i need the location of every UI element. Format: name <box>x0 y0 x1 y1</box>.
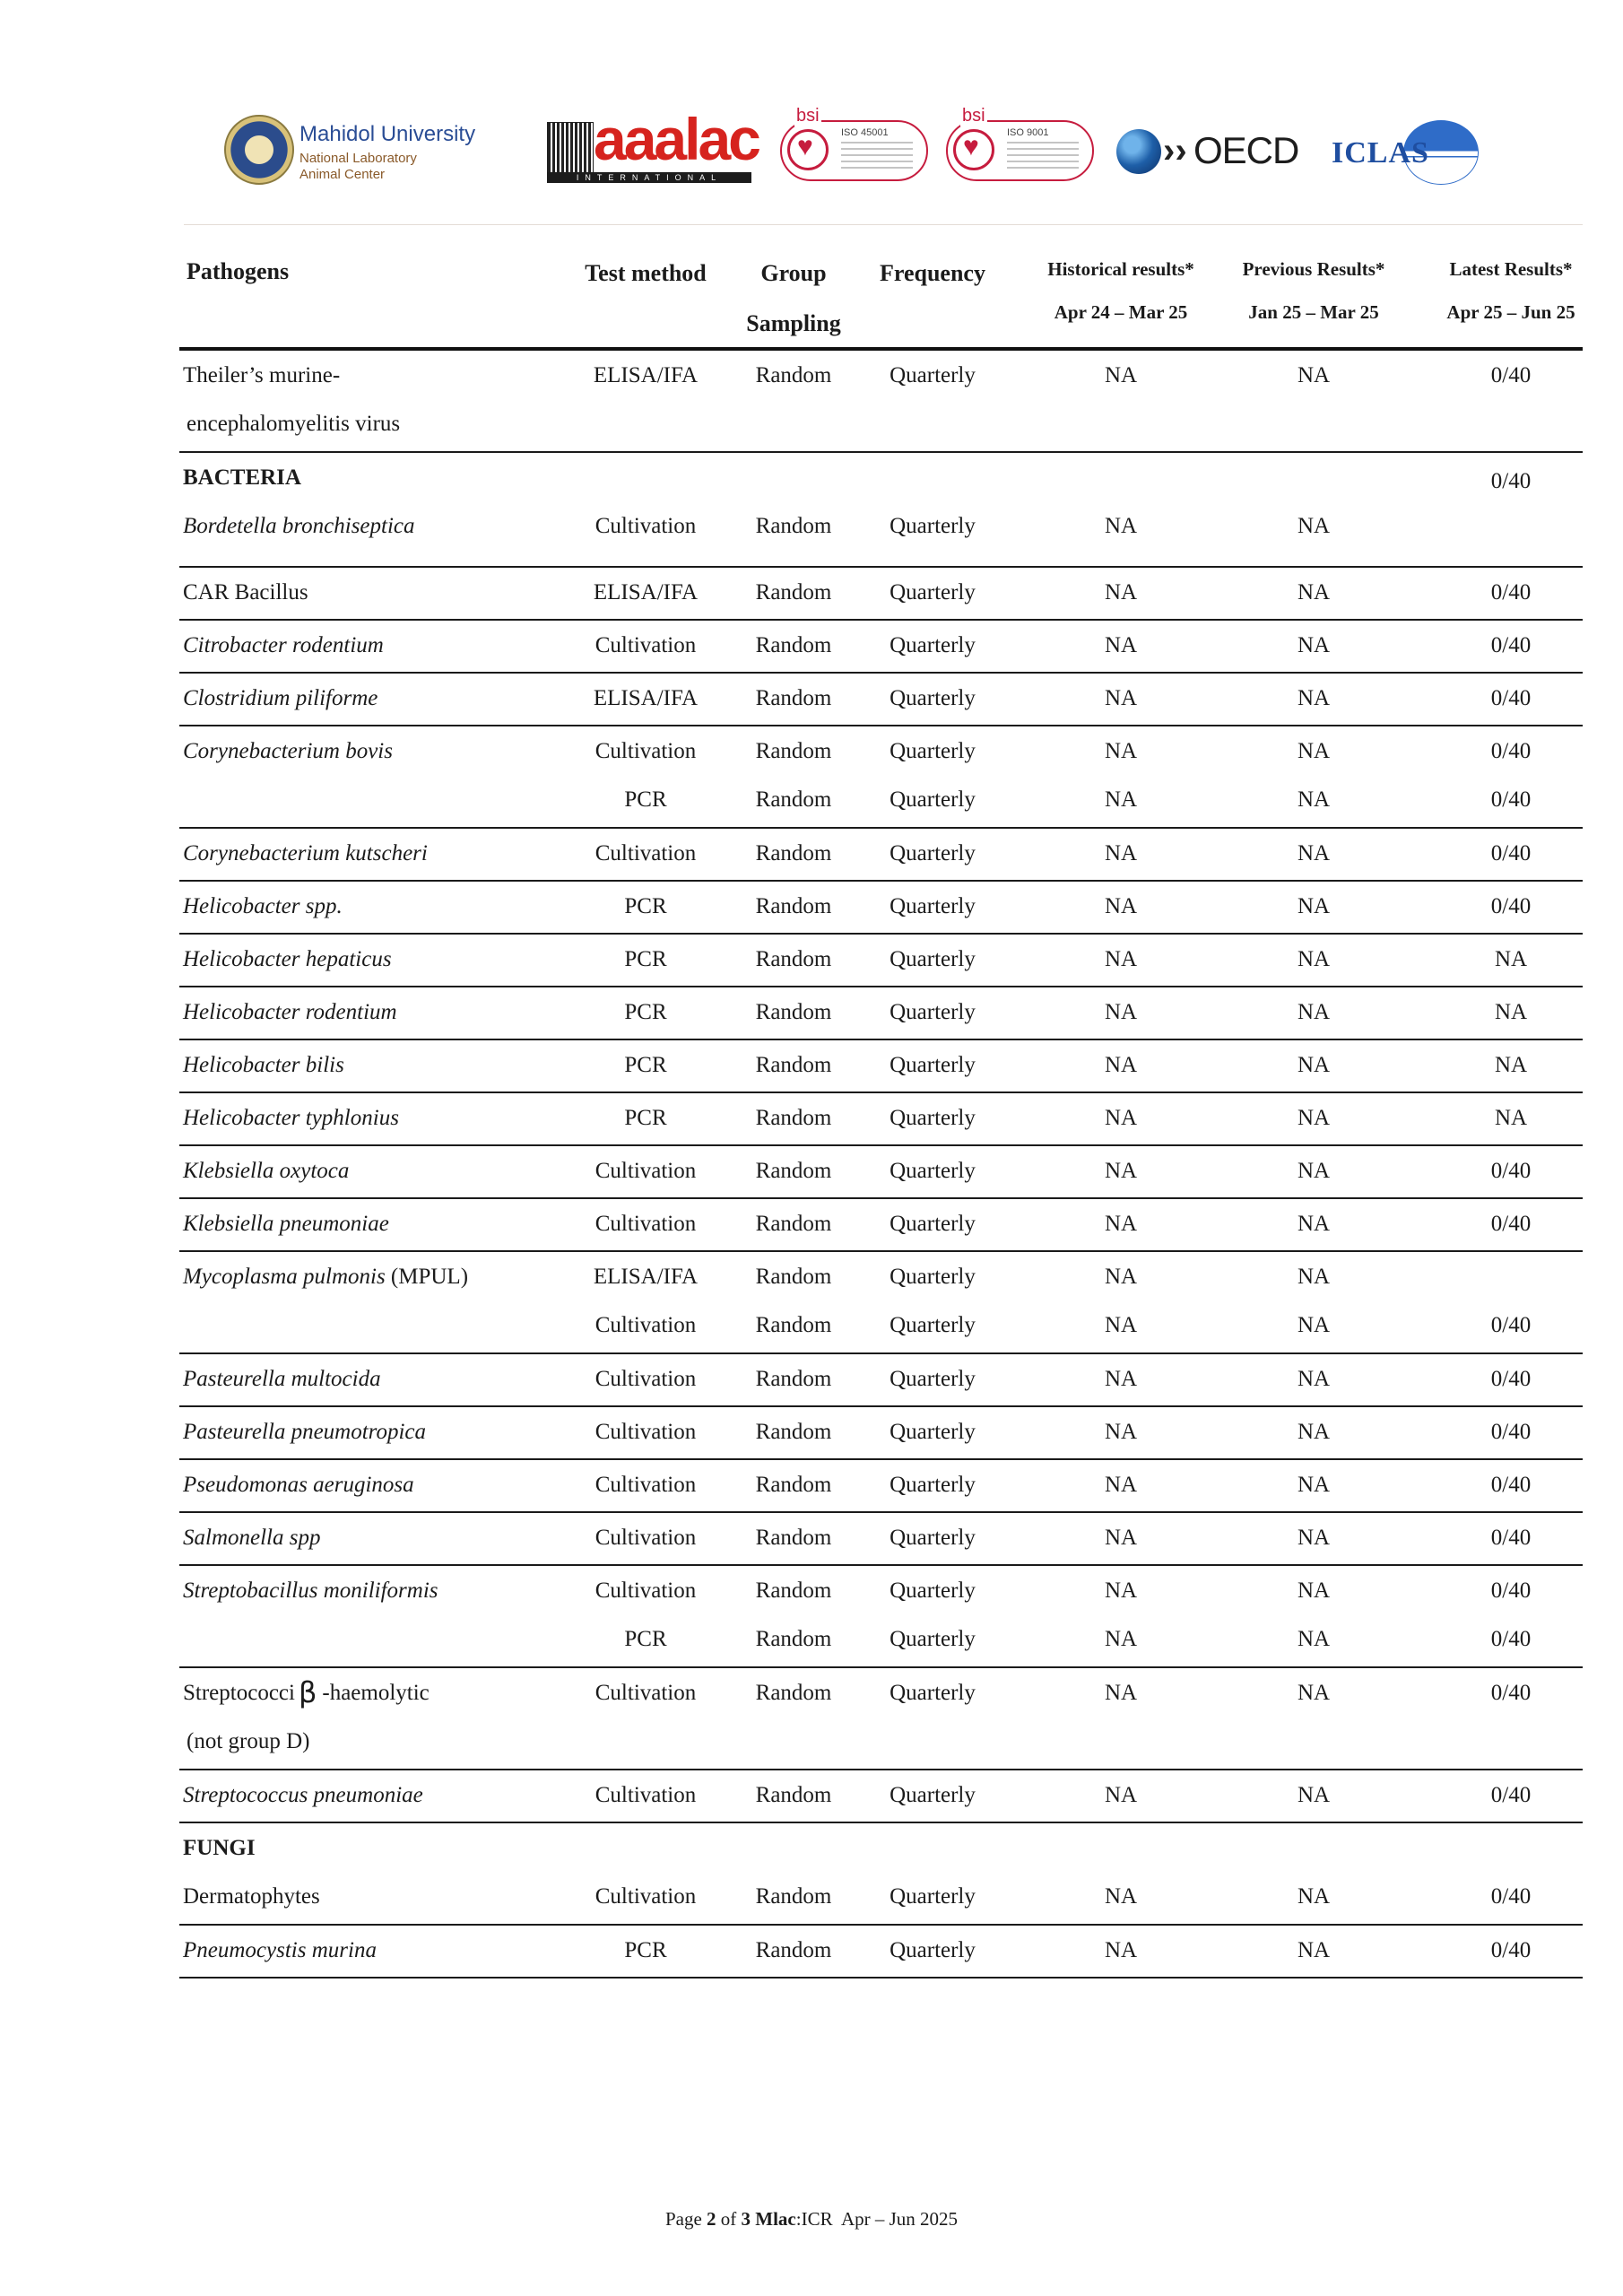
historical-result: NA <box>1104 1053 1138 1077</box>
bsi-heart-icon <box>787 129 829 170</box>
test-method: Cultivation <box>595 633 697 657</box>
mahidol-seal-icon <box>224 115 294 185</box>
pathogen-name-line-2: encephalomyelitis virus <box>187 412 401 436</box>
frequency: Quarterly <box>890 894 976 918</box>
pathogen-name: Klebsiella pneumoniae <box>183 1212 389 1236</box>
mahidol-logo <box>224 113 520 194</box>
previous-result: NA <box>1297 894 1331 918</box>
frequency: Quarterly <box>890 1526 976 1550</box>
previous-result: NA <box>1297 1473 1331 1497</box>
table-row <box>179 1926 1583 1979</box>
latest-result: NA <box>1494 1106 1528 1130</box>
header-group: Group <box>760 260 827 286</box>
previous-result: NA <box>1297 1313 1331 1337</box>
bsi-tag: bsi <box>796 106 820 126</box>
frequency: Quarterly <box>890 1938 976 1962</box>
test-method: Cultivation <box>595 1367 697 1391</box>
test-method: PCR <box>624 947 667 971</box>
section-fungi: FUNGI <box>183 1836 256 1860</box>
previous-result: NA <box>1297 1681 1331 1705</box>
pathogen-name: CAR Bacillus <box>183 580 308 604</box>
table-row <box>179 882 1583 935</box>
header-latest-period: Apr 25 – Jun 25 <box>1446 301 1575 323</box>
footer-page-total: 3 <box>741 2208 751 2230</box>
historical-result: NA <box>1104 1473 1138 1497</box>
historical-result: NA <box>1104 1526 1138 1550</box>
footer-page-word: Page <box>664 2208 702 2230</box>
table-row <box>179 829 1583 882</box>
frequency: Quarterly <box>890 1159 976 1183</box>
latest-result: 0/40 <box>1490 363 1532 387</box>
table-row <box>179 935 1583 987</box>
latest-result: 0/40 <box>1490 469 1532 493</box>
group-sampling: Random <box>755 1159 832 1183</box>
pathogen-name: Streptococcus pneumoniae <box>183 1783 423 1807</box>
mahidol-subtitle-1: National Laboratory <box>299 151 417 166</box>
table-row <box>179 1093 1583 1146</box>
frequency: Quarterly <box>890 1884 976 1909</box>
previous-result: NA <box>1297 1159 1331 1183</box>
group-sampling: Random <box>755 1627 832 1651</box>
previous-result: NA <box>1297 1212 1331 1236</box>
section-bacteria: BACTERIA <box>183 465 301 490</box>
historical-result: NA <box>1104 1265 1138 1289</box>
pathogen-name: Klebsiella oxytoca <box>183 1159 350 1183</box>
test-method: PCR <box>624 1106 667 1130</box>
header-frequency: Frequency <box>880 260 985 286</box>
bsi-text-lines <box>841 142 913 172</box>
previous-result: NA <box>1297 633 1331 657</box>
historical-result: NA <box>1104 1159 1138 1183</box>
table-row <box>179 1823 1583 1926</box>
header-test-method: Test method <box>585 260 707 286</box>
chevrons-icon: ›› <box>1163 131 1187 170</box>
mahidol-name: Mahidol University <box>299 122 476 146</box>
latest-result: 0/40 <box>1490 894 1532 918</box>
frequency: Quarterly <box>890 787 976 812</box>
table-row <box>179 568 1583 621</box>
historical-result: NA <box>1104 739 1138 763</box>
historical-result: NA <box>1104 580 1138 604</box>
bsi-tag: bsi <box>962 106 985 126</box>
table-row <box>179 1354 1583 1407</box>
table-header <box>179 242 1583 351</box>
frequency: Quarterly <box>890 686 976 710</box>
pathogen-name: Theiler’s murine- <box>183 363 341 387</box>
frequency: Quarterly <box>890 1313 976 1337</box>
group-sampling: Random <box>755 1367 832 1391</box>
historical-result: NA <box>1104 633 1138 657</box>
table-row <box>179 987 1583 1040</box>
frequency: Quarterly <box>890 841 976 865</box>
previous-result: NA <box>1297 1106 1331 1130</box>
pathogen-name: Bordetella bronchiseptica <box>183 514 415 538</box>
bsi-standard: ISO 9001 <box>1007 127 1049 138</box>
latest-result: 0/40 <box>1490 1938 1532 1962</box>
globe-icon <box>1116 129 1161 174</box>
pathogen-name-line-2: (not group D) <box>187 1729 310 1753</box>
bsi-text-lines <box>1007 142 1079 172</box>
header-historical: Historical results* <box>1047 258 1194 280</box>
group-sampling: Random <box>755 1053 832 1077</box>
historical-result: NA <box>1104 363 1138 387</box>
historical-result: NA <box>1104 947 1138 971</box>
previous-result: NA <box>1297 1420 1331 1444</box>
latest-result: 0/40 <box>1490 1420 1532 1444</box>
previous-result: NA <box>1297 1578 1331 1603</box>
header-previous: Previous Results* <box>1242 258 1385 280</box>
footer-of-word: of <box>720 2208 737 2230</box>
mahidol-subtitle-2: Animal Center <box>299 167 386 182</box>
group-sampling: Random <box>755 894 832 918</box>
table-row <box>179 1040 1583 1093</box>
historical-result: NA <box>1104 841 1138 865</box>
aaalac-word: aaalac <box>594 106 759 172</box>
historical-result: NA <box>1104 1212 1138 1236</box>
test-method: ELISA/IFA <box>593 686 699 710</box>
previous-result: NA <box>1297 1000 1331 1024</box>
latest-result: 0/40 <box>1490 1473 1532 1497</box>
table-row <box>179 1460 1583 1513</box>
page-footer <box>0 2208 1623 2231</box>
group-sampling: Random <box>755 1420 832 1444</box>
historical-result: NA <box>1104 514 1138 538</box>
pathogen-results-table <box>179 242 1583 1979</box>
frequency: Quarterly <box>890 1473 976 1497</box>
previous-result: NA <box>1297 1526 1331 1550</box>
pathogen-name: Helicobacter bilis <box>183 1053 344 1077</box>
test-method: Cultivation <box>595 1159 697 1183</box>
pathogen-name: Salmonella spp <box>183 1526 321 1550</box>
header-historical-period: Apr 24 – Mar 25 <box>1054 301 1188 323</box>
table-row <box>179 1407 1583 1460</box>
group-sampling: Random <box>755 363 832 387</box>
oecd-word: OECD <box>1193 129 1299 171</box>
pathogen-name: Dermatophytes <box>183 1884 320 1909</box>
table-row <box>179 621 1583 674</box>
table-row <box>179 1199 1583 1252</box>
previous-result: NA <box>1297 1627 1331 1651</box>
test-method: Cultivation <box>595 1578 697 1603</box>
latest-result: NA <box>1494 947 1528 971</box>
group-sampling: Random <box>755 1313 832 1337</box>
table-row <box>179 453 1583 568</box>
pathogen-name-italic: Mycoplasma pulmonis <box>183 1265 386 1289</box>
historical-result: NA <box>1104 1313 1138 1337</box>
pathogen-name: Clostridium piliforme <box>183 686 378 710</box>
historical-result: NA <box>1104 1783 1138 1807</box>
frequency: Quarterly <box>890 514 976 538</box>
table-row <box>179 1566 1583 1668</box>
pathogen-name: Helicobacter hepaticus <box>183 947 392 971</box>
pathogen-name: Helicobacter spp. <box>183 894 343 918</box>
previous-result: NA <box>1297 739 1331 763</box>
frequency: Quarterly <box>890 947 976 971</box>
aaalac-logo <box>547 106 759 183</box>
pathogen-name-post: -haemolytic <box>322 1681 430 1705</box>
test-method: PCR <box>624 894 667 918</box>
frequency: Quarterly <box>890 363 976 387</box>
test-method: ELISA/IFA <box>593 363 699 387</box>
frequency: Quarterly <box>890 633 976 657</box>
latest-result: 0/40 <box>1490 1627 1532 1651</box>
oecd-logo <box>1116 126 1323 179</box>
group-sampling: Random <box>755 1681 832 1705</box>
latest-result: NA <box>1494 1053 1528 1077</box>
group-sampling: Random <box>755 1106 832 1130</box>
previous-result: NA <box>1297 1783 1331 1807</box>
latest-result: 0/40 <box>1490 1212 1532 1236</box>
header-previous-period: Jan 25 – Mar 25 <box>1248 301 1379 323</box>
test-method: PCR <box>624 1053 667 1077</box>
historical-result: NA <box>1104 1578 1138 1603</box>
table-row <box>179 1252 1583 1354</box>
latest-result: 0/40 <box>1490 1526 1532 1550</box>
test-method: Cultivation <box>595 739 697 763</box>
frequency: Quarterly <box>890 1212 976 1236</box>
footer-page-number: 2 <box>707 2208 716 2230</box>
previous-result: NA <box>1297 1884 1331 1909</box>
bsi-heart-icon <box>953 129 994 170</box>
pathogen-name <box>183 1265 468 1290</box>
table-row <box>179 1770 1583 1823</box>
latest-result: 0/40 <box>1490 633 1532 657</box>
bsi-iso9001-logo <box>946 106 1094 181</box>
latest-result: 0/40 <box>1490 580 1532 604</box>
test-method: Cultivation <box>595 1473 697 1497</box>
test-method: Cultivation <box>595 514 697 538</box>
iclas-logo <box>1332 120 1484 187</box>
latest-result: NA <box>1494 1000 1528 1024</box>
frequency: Quarterly <box>890 1420 976 1444</box>
test-method: Cultivation <box>595 841 697 865</box>
table-row <box>179 726 1583 829</box>
group-sampling: Random <box>755 739 832 763</box>
group-sampling: Random <box>755 1578 832 1603</box>
pathogen-name: Helicobacter rodentium <box>183 1000 397 1024</box>
test-method: PCR <box>624 1627 667 1651</box>
test-method: Cultivation <box>595 1420 697 1444</box>
frequency: Quarterly <box>890 1783 976 1807</box>
pathogen-name: Pasteurella multocida <box>183 1367 381 1391</box>
frequency: Quarterly <box>890 1106 976 1130</box>
historical-result: NA <box>1104 1627 1138 1651</box>
table-row <box>179 1513 1583 1566</box>
header-latest: Latest Results* <box>1449 258 1573 280</box>
group-sampling: Random <box>755 1473 832 1497</box>
previous-result: NA <box>1297 841 1331 865</box>
test-method: Cultivation <box>595 1681 697 1705</box>
group-sampling: Random <box>755 580 832 604</box>
bsi-standard: ISO 45001 <box>841 127 889 138</box>
latest-result: 0/40 <box>1490 1159 1532 1183</box>
latest-result: 0/40 <box>1490 841 1532 865</box>
pathogen-name: Pneumocystis murina <box>183 1938 377 1962</box>
previous-result: NA <box>1297 686 1331 710</box>
pathogen-abbrev: (MPUL) <box>390 1265 469 1289</box>
pathogen-name-pre: Streptococci <box>183 1681 295 1705</box>
test-method: ELISA/IFA <box>593 1265 699 1289</box>
header-divider <box>184 224 1583 225</box>
header-sampling: Sampling <box>746 310 841 336</box>
group-sampling: Random <box>755 1212 832 1236</box>
historical-result: NA <box>1104 894 1138 918</box>
logo-header <box>215 106 1488 213</box>
latest-result: 0/40 <box>1490 739 1532 763</box>
frequency: Quarterly <box>890 580 976 604</box>
historical-result: NA <box>1104 1367 1138 1391</box>
test-method: PCR <box>624 1938 667 1962</box>
table-row <box>179 1668 1583 1770</box>
group-sampling: Random <box>755 686 832 710</box>
frequency: Quarterly <box>890 1000 976 1024</box>
test-method: ELISA/IFA <box>593 580 699 604</box>
frequency: Quarterly <box>890 1627 976 1651</box>
previous-result: NA <box>1297 947 1331 971</box>
latest-result: 0/40 <box>1490 1313 1532 1337</box>
group-sampling: Random <box>755 1265 832 1289</box>
pathogen-name: Pasteurella pneumotropica <box>183 1420 427 1444</box>
historical-result: NA <box>1104 1938 1138 1962</box>
latest-result: 0/40 <box>1490 686 1532 710</box>
group-sampling: Random <box>755 1000 832 1024</box>
aaalac-grid-icon <box>547 122 594 174</box>
test-method: Cultivation <box>595 1313 697 1337</box>
previous-result: NA <box>1297 787 1331 812</box>
historical-result: NA <box>1104 1000 1138 1024</box>
latest-result: 0/40 <box>1490 787 1532 812</box>
pathogen-name: Helicobacter typhlonius <box>183 1106 399 1130</box>
group-sampling: Random <box>755 1884 832 1909</box>
frequency: Quarterly <box>890 1578 976 1603</box>
header-pathogens: Pathogens <box>187 258 290 284</box>
historical-result: NA <box>1104 1106 1138 1130</box>
test-method: PCR <box>624 1000 667 1024</box>
previous-result: NA <box>1297 1938 1331 1962</box>
footer-code: Mlac <box>755 2208 796 2230</box>
pathogen-name <box>183 1675 430 1709</box>
frequency: Quarterly <box>890 1053 976 1077</box>
previous-result: NA <box>1297 1265 1331 1289</box>
table-row <box>179 674 1583 726</box>
previous-result: NA <box>1297 514 1331 538</box>
previous-result: NA <box>1297 1367 1331 1391</box>
latest-result: 0/40 <box>1490 1783 1532 1807</box>
frequency: Quarterly <box>890 739 976 763</box>
footer-period: :ICR Apr – Jun 2025 <box>795 2208 959 2230</box>
pathogen-name: Corynebacterium kutscheri <box>183 841 428 865</box>
beta-symbol: β <box>298 1675 317 1709</box>
pathogen-name: Streptobacillus moniliformis <box>183 1578 438 1603</box>
previous-result: NA <box>1297 1053 1331 1077</box>
pathogen-name: Corynebacterium bovis <box>183 739 393 763</box>
aaalac-bar: INTERNATIONAL <box>547 172 751 183</box>
group-sampling: Random <box>755 633 832 657</box>
historical-result: NA <box>1104 686 1138 710</box>
latest-result: 0/40 <box>1490 1884 1532 1909</box>
previous-result: NA <box>1297 363 1331 387</box>
test-method: Cultivation <box>595 1212 697 1236</box>
test-method: Cultivation <box>595 1783 697 1807</box>
iclas-word: ICLAS <box>1332 136 1429 170</box>
group-sampling: Random <box>755 947 832 971</box>
test-method: Cultivation <box>595 1884 697 1909</box>
frequency: Quarterly <box>890 1681 976 1705</box>
frequency: Quarterly <box>890 1265 976 1289</box>
group-sampling: Random <box>755 514 832 538</box>
test-method: PCR <box>624 787 667 812</box>
group-sampling: Random <box>755 787 832 812</box>
pathogen-name: Citrobacter rodentium <box>183 633 384 657</box>
test-method: Cultivation <box>595 1526 697 1550</box>
historical-result: NA <box>1104 1884 1138 1909</box>
group-sampling: Random <box>755 841 832 865</box>
pathogen-name: Pseudomonas aeruginosa <box>183 1473 414 1497</box>
frequency: Quarterly <box>890 1367 976 1391</box>
table-row <box>179 351 1583 453</box>
latest-result: 0/40 <box>1490 1367 1532 1391</box>
latest-result: 0/40 <box>1490 1578 1532 1603</box>
historical-result: NA <box>1104 1420 1138 1444</box>
bsi-iso45001-logo <box>780 106 928 181</box>
historical-result: NA <box>1104 1681 1138 1705</box>
historical-result: NA <box>1104 787 1138 812</box>
group-sampling: Random <box>755 1783 832 1807</box>
previous-result: NA <box>1297 580 1331 604</box>
latest-result: 0/40 <box>1490 1681 1532 1705</box>
table-row <box>179 1146 1583 1199</box>
group-sampling: Random <box>755 1526 832 1550</box>
group-sampling: Random <box>755 1938 832 1962</box>
